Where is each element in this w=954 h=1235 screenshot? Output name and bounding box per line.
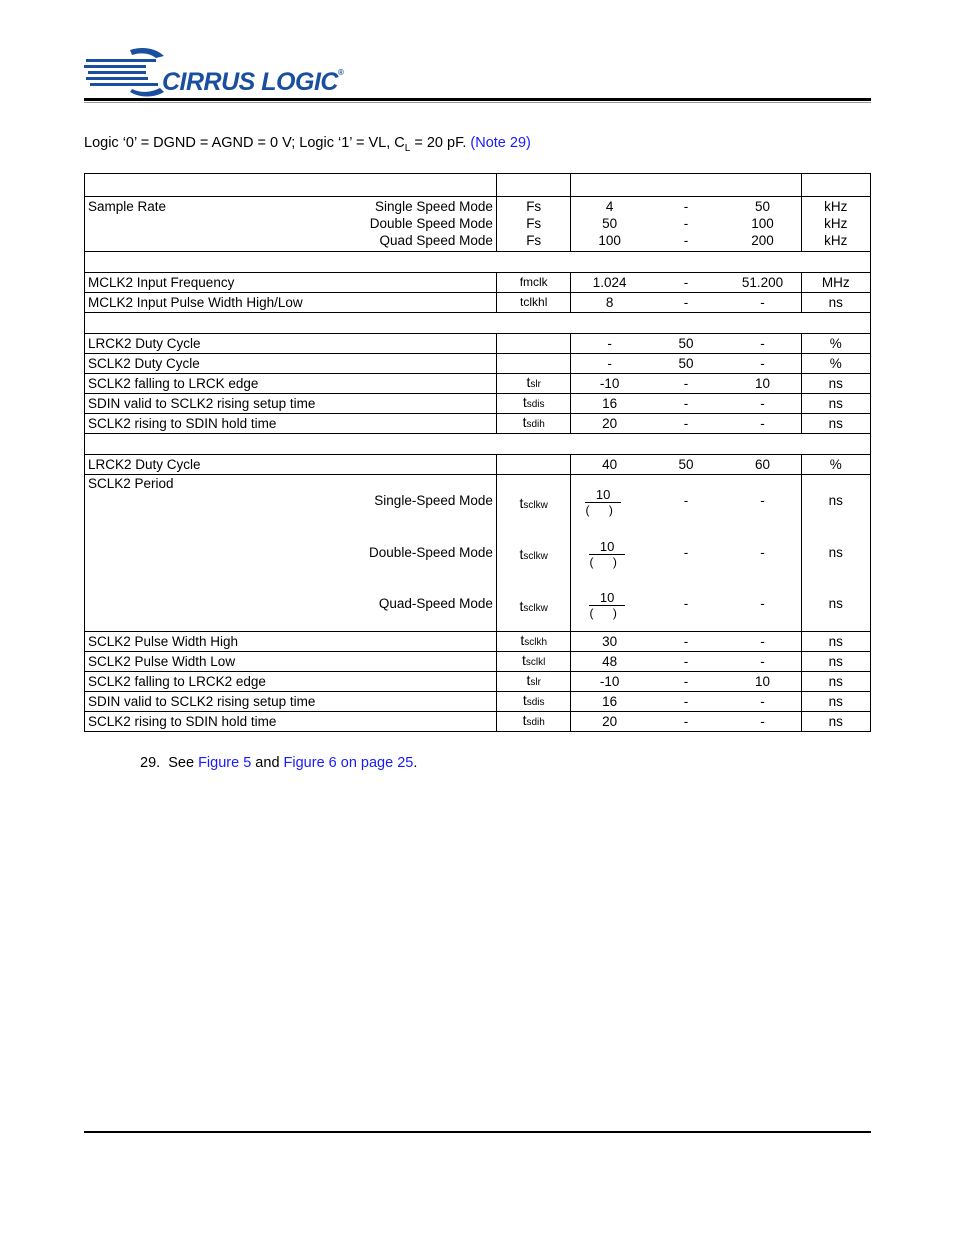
unit: % (801, 334, 870, 354)
mode-label: Quad Speed Mode (379, 233, 493, 248)
symbol: tslr (496, 672, 571, 692)
min-value: 8 (571, 293, 648, 313)
typ-value: - (648, 632, 725, 652)
max-value: 51.200 (724, 273, 801, 293)
mode-label: Quad-Speed Mode (378, 596, 493, 611)
min-value: 16 (571, 692, 648, 712)
unit: ns (801, 712, 870, 732)
typ-value: - (648, 394, 725, 414)
table-header-row (85, 174, 871, 197)
typ-value: - (683, 545, 689, 560)
mode-label: Single-Speed Mode (374, 493, 493, 508)
unit: % (801, 354, 870, 374)
min-value: -10 (571, 374, 648, 394)
max-value: - (724, 394, 801, 414)
unit: ns (801, 293, 870, 313)
unit: MHz (801, 273, 870, 293)
symbol: fmclk (496, 273, 571, 293)
section-header-row (85, 252, 871, 273)
typ-value: 50 (648, 354, 725, 374)
min-formula: 10 ( ) (589, 539, 625, 569)
header-rule (84, 98, 871, 101)
typ-value: - (648, 652, 725, 672)
min-formula: 10 ( ) (589, 590, 625, 620)
max-value: 50 (754, 199, 771, 214)
table-row (85, 394, 871, 414)
footer-rule (84, 1131, 871, 1133)
typ-value: - (648, 414, 725, 434)
unit: ns (828, 545, 843, 560)
symbol: tclkhl (496, 293, 571, 313)
unit: ns (828, 493, 843, 508)
max-value: 100 (751, 216, 774, 231)
parameter: SDIN valid to SCLK2 rising setup time (85, 394, 497, 414)
typ-value: 50 (648, 455, 725, 475)
unit: ns (801, 692, 870, 712)
table-row (85, 632, 871, 652)
symbol: tsdis (496, 394, 571, 414)
max-value: - (724, 712, 801, 732)
brand-wordmark: CIRRUS LOGIC® (162, 68, 344, 96)
max-value: 200 (751, 233, 774, 248)
typ-value: - (648, 692, 725, 712)
typ-value: - (648, 672, 725, 692)
min-value: 100 (598, 233, 621, 248)
symbol: tslr (496, 374, 571, 394)
min-value: - (571, 354, 648, 374)
min-value: - (571, 334, 648, 354)
symbol: Fs (526, 216, 542, 231)
table-row (85, 354, 871, 374)
max-value: - (724, 414, 801, 434)
unit: % (801, 455, 870, 475)
unit: kHz (824, 233, 848, 248)
typ-value: - (683, 216, 689, 231)
symbol: tsclkw (519, 546, 548, 562)
min-value: 20 (571, 414, 648, 434)
symbol: tsclkh (496, 632, 571, 652)
symbol: tsclkw (519, 598, 548, 614)
typ-value: 50 (648, 334, 725, 354)
min-value: 40 (571, 455, 648, 475)
parameter: LRCK2 Duty Cycle (85, 334, 497, 354)
typ-value: - (648, 374, 725, 394)
max-value: - (724, 652, 801, 672)
footnote-number: 29. (140, 755, 161, 771)
min-value: 1.024 (571, 273, 648, 293)
parameter: SCLK2 rising to SDIN hold time (85, 414, 497, 434)
min-value: 30 (571, 632, 648, 652)
symbol: tsdis (496, 692, 571, 712)
unit: ns (801, 394, 870, 414)
typ-value: - (683, 199, 689, 214)
max-value: - (760, 545, 765, 560)
max-value: - (760, 493, 765, 508)
parameter: SCLK2 falling to LRCK2 edge (85, 672, 497, 692)
symbol (496, 455, 571, 475)
sample-rate-row (85, 197, 871, 252)
typ-value: - (648, 712, 725, 732)
min-value: -10 (571, 672, 648, 692)
timing-spec-table (84, 173, 871, 732)
footnote-29: 29. See Figure 5 and Figure 6 on page 25. (140, 755, 418, 771)
typ-value: - (648, 293, 725, 313)
table-row (85, 712, 871, 732)
max-value: - (724, 692, 801, 712)
max-value: - (724, 334, 801, 354)
note-link[interactable]: (Note 29) (470, 135, 531, 151)
table-row (85, 414, 871, 434)
min-value: 48 (571, 652, 648, 672)
min-value: 50 (602, 216, 618, 231)
max-value: - (760, 596, 765, 611)
mode-label: Double Speed Mode (369, 216, 493, 231)
header-rule-shadow (84, 102, 871, 103)
symbol: tsclkw (519, 495, 548, 511)
section-header-row (85, 313, 871, 334)
sclk-period-label: SCLK2 Period (88, 476, 174, 491)
max-value: 10 (724, 374, 801, 394)
symbol: Fs (526, 199, 542, 214)
max-value: 60 (724, 455, 801, 475)
max-value: 10 (724, 672, 801, 692)
sample-rate-label: Sample Rate (88, 199, 167, 214)
unit: ns (801, 672, 870, 692)
parameter: SCLK2 rising to SDIN hold time (85, 712, 497, 732)
min-value: 20 (571, 712, 648, 732)
unit: ns (801, 652, 870, 672)
parameter: SCLK2 falling to LRCK edge (85, 374, 497, 394)
parameter: SDIN valid to SCLK2 rising setup time (85, 692, 497, 712)
typ-value: - (683, 493, 689, 508)
parameter: MCLK2 Input Pulse Width High/Low (85, 293, 497, 313)
unit: ns (828, 596, 843, 611)
table-row (85, 652, 871, 672)
parameter: SCLK2 Pulse Width High (85, 632, 497, 652)
table-row (85, 672, 871, 692)
table-row (85, 273, 871, 293)
table-row (85, 692, 871, 712)
max-value: - (724, 354, 801, 374)
typ-value: - (683, 233, 689, 248)
min-value: 4 (605, 199, 614, 214)
typ-value: - (683, 596, 689, 611)
symbol (496, 354, 571, 374)
parameter: SCLK2 Duty Cycle (85, 354, 497, 374)
mode-label: Double-Speed Mode (369, 545, 493, 560)
symbol: Fs (526, 233, 542, 248)
figure-5-link[interactable]: Figure 5 (198, 755, 252, 771)
unit: ns (801, 374, 870, 394)
mode-label: Single Speed Mode (375, 199, 493, 214)
symbol: tsdih (496, 414, 571, 434)
parameter: LRCK2 Duty Cycle (85, 455, 497, 475)
section-header-row (85, 434, 871, 455)
unit: kHz (824, 199, 848, 214)
sclk-period-row (85, 475, 871, 632)
table-row (85, 374, 871, 394)
table-row (85, 455, 871, 475)
unit: kHz (824, 216, 848, 231)
typ-value: - (648, 273, 725, 293)
parameter: SCLK2 Pulse Width Low (85, 652, 497, 672)
test-conditions: Logic ‘0’ = DGND = AGND = 0 V; Logic ‘1’ = VL, $C_L = 20$ pF. (Note 29) (84, 135, 531, 154)
max-value: - (724, 293, 801, 313)
parameter: MCLK2 Input Frequency (85, 273, 497, 293)
symbol (496, 334, 571, 354)
unit: ns (801, 632, 870, 652)
table-row (85, 334, 871, 354)
symbol: tsdih (496, 712, 571, 732)
unit: ns (801, 414, 870, 434)
max-value: - (724, 632, 801, 652)
table-row (85, 293, 871, 313)
symbol: tsclkl (496, 652, 571, 672)
min-formula: 10 ( ) (585, 487, 621, 517)
min-value: 16 (571, 394, 648, 414)
figure-6-link[interactable]: Figure 6 on page 25 (283, 755, 414, 771)
